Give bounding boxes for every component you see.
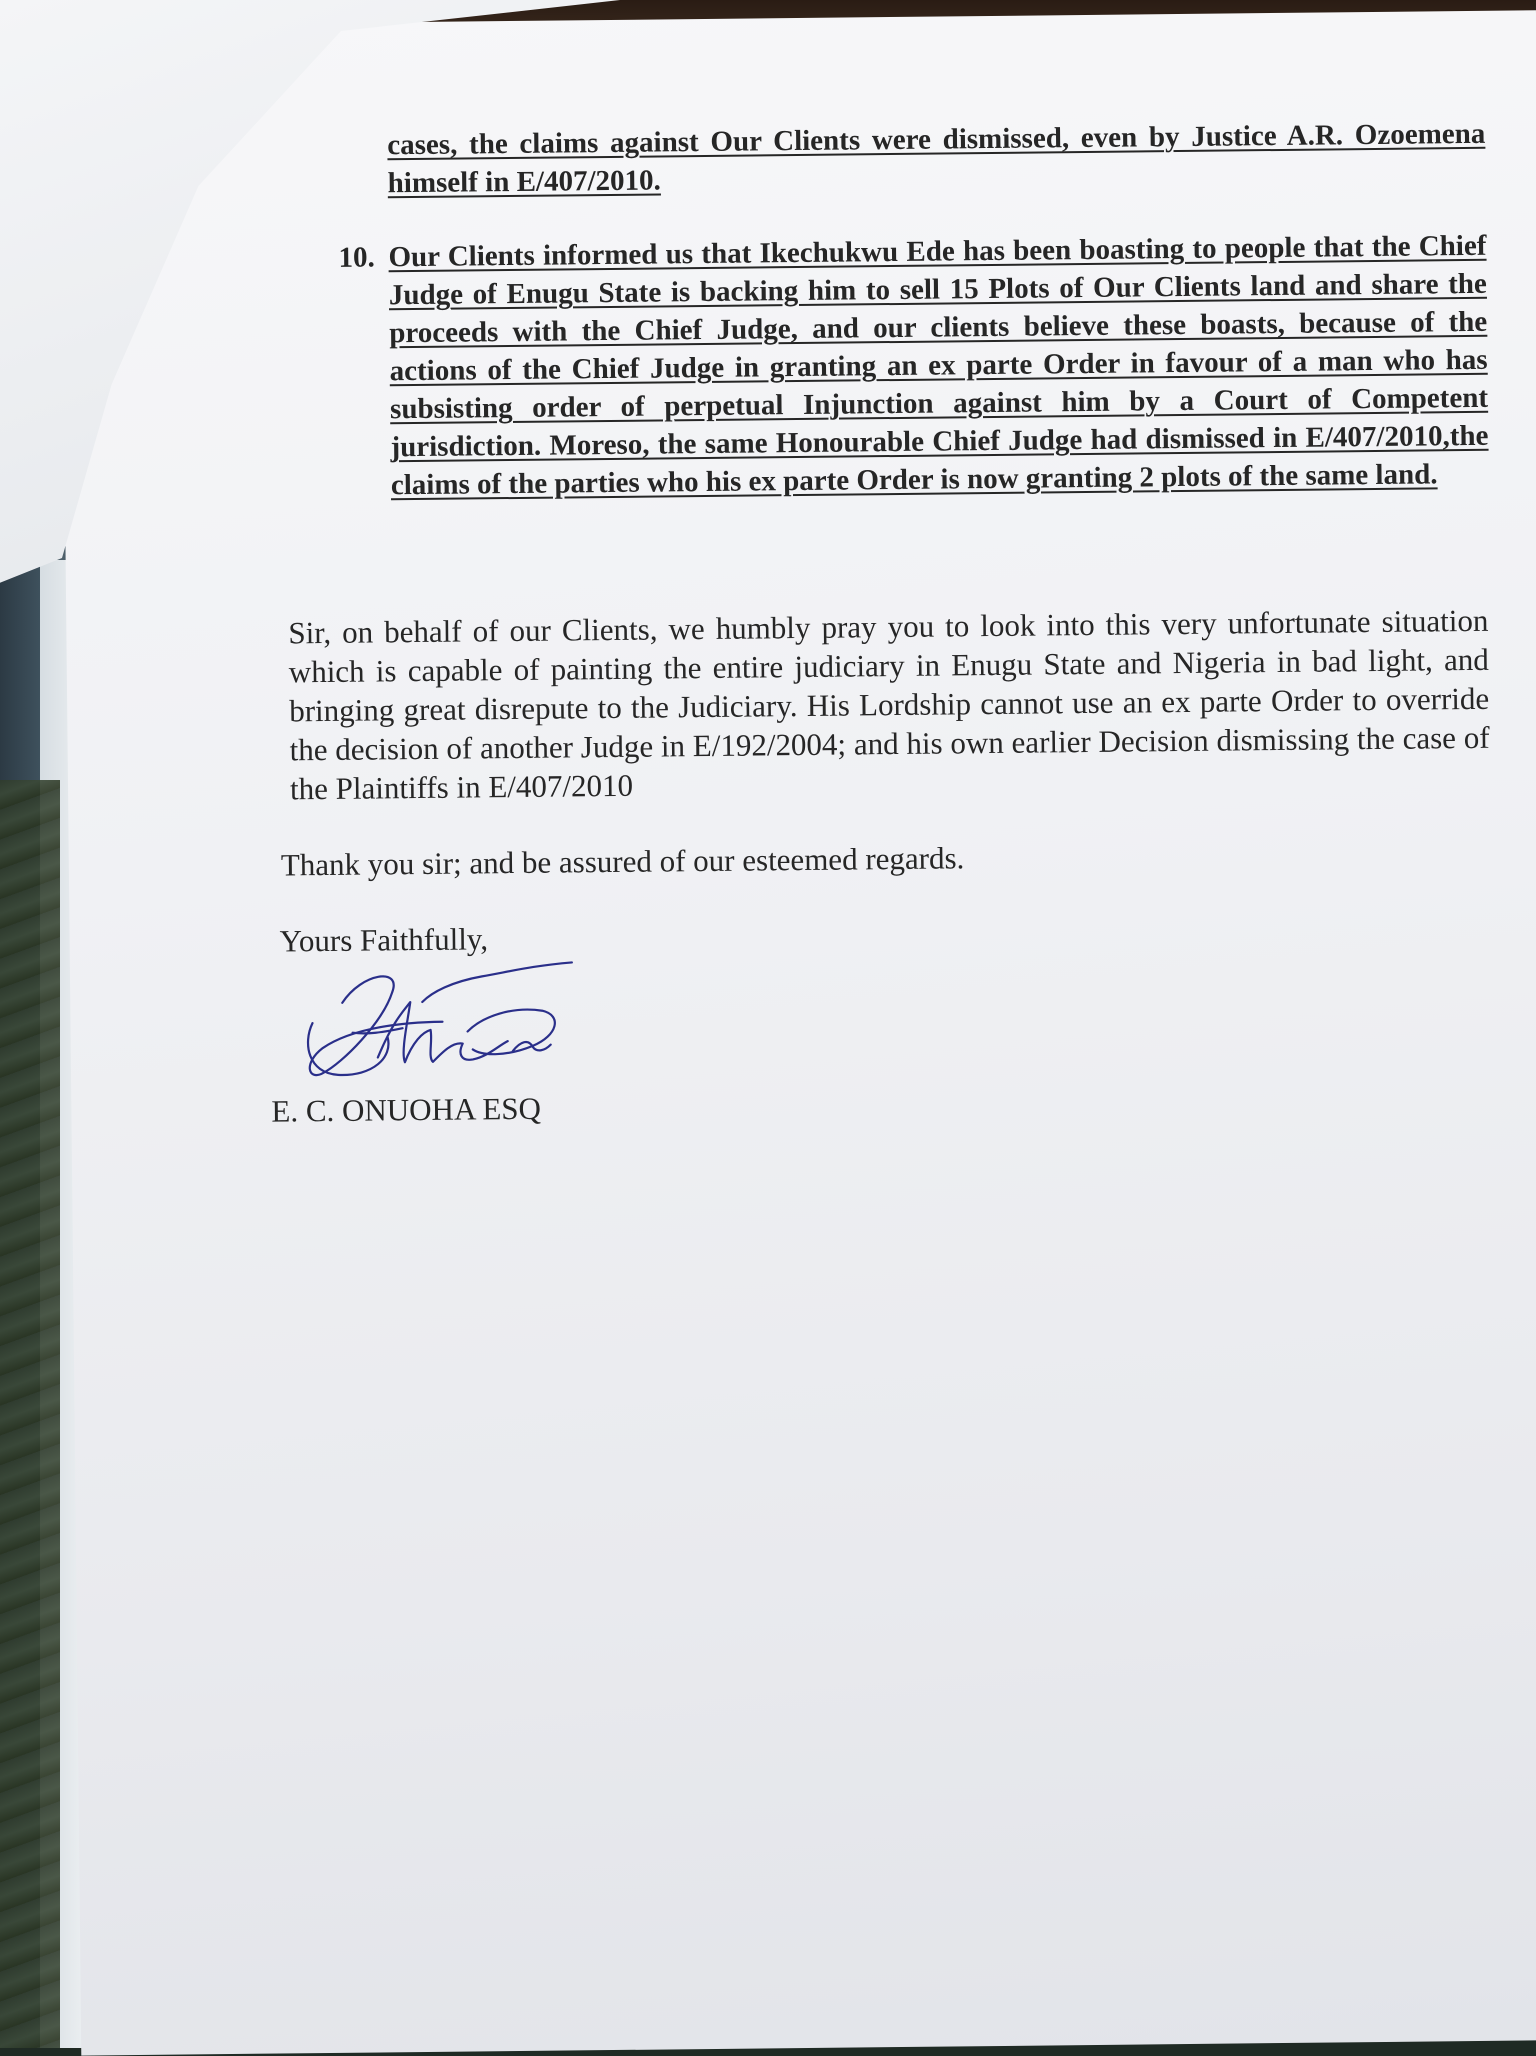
thanks-line: Thank you sir; and be assured of our esteemed regards. <box>280 840 965 883</box>
closing-line: Yours Faithfully, <box>279 921 489 959</box>
letter-content <box>60 10 1536 2055</box>
handwritten-signature <box>282 960 583 1093</box>
letter-page <box>60 10 1536 2055</box>
cloth-background <box>0 780 60 2048</box>
prayer-paragraph: Sir, on behalf of our Clients, we humbly pray you to look into this very unfortunate situation which is capable of painting the entire judiciary in Enugu State and Nigeria in bad light, and bringing great disrepute to the Judiciary. His Lordship cannot use an ex parte Order to override the decision of another Judge in E/192/2004; and his own earlier Decision dismissing the case of the Plaintiffs in E/407/2010 <box>288 602 1490 807</box>
item-number: 10. <box>338 241 375 274</box>
continuation-paragraph: cases, the claims against Our Clients were dismissed, even by Justice A.R. Ozoemena himself in E/407/2010. <box>387 117 1486 200</box>
item-10-paragraph: Our Clients informed us that Ikechukwu Ede has been boasting to people that the Chief Judge of Enugu State is backing him to sell 15 Plots of Our Clients land and share the proceeds with the Chief Judge, and our clients believe these boasts, because of the actions of the Chief Judge in granting an ex parte Order in favour of a man who has subsisting order of perpetual Injunction against him by a Court of Competent jurisdiction. Moreso, the same Honourable Chief Judge had dismissed in E/407/2010,the claims of the parties who his ex parte Order is now granting 2 plots of the same land. <box>388 229 1489 502</box>
signatory-name: E. C. ONUOHA ESQ <box>271 1090 542 1129</box>
